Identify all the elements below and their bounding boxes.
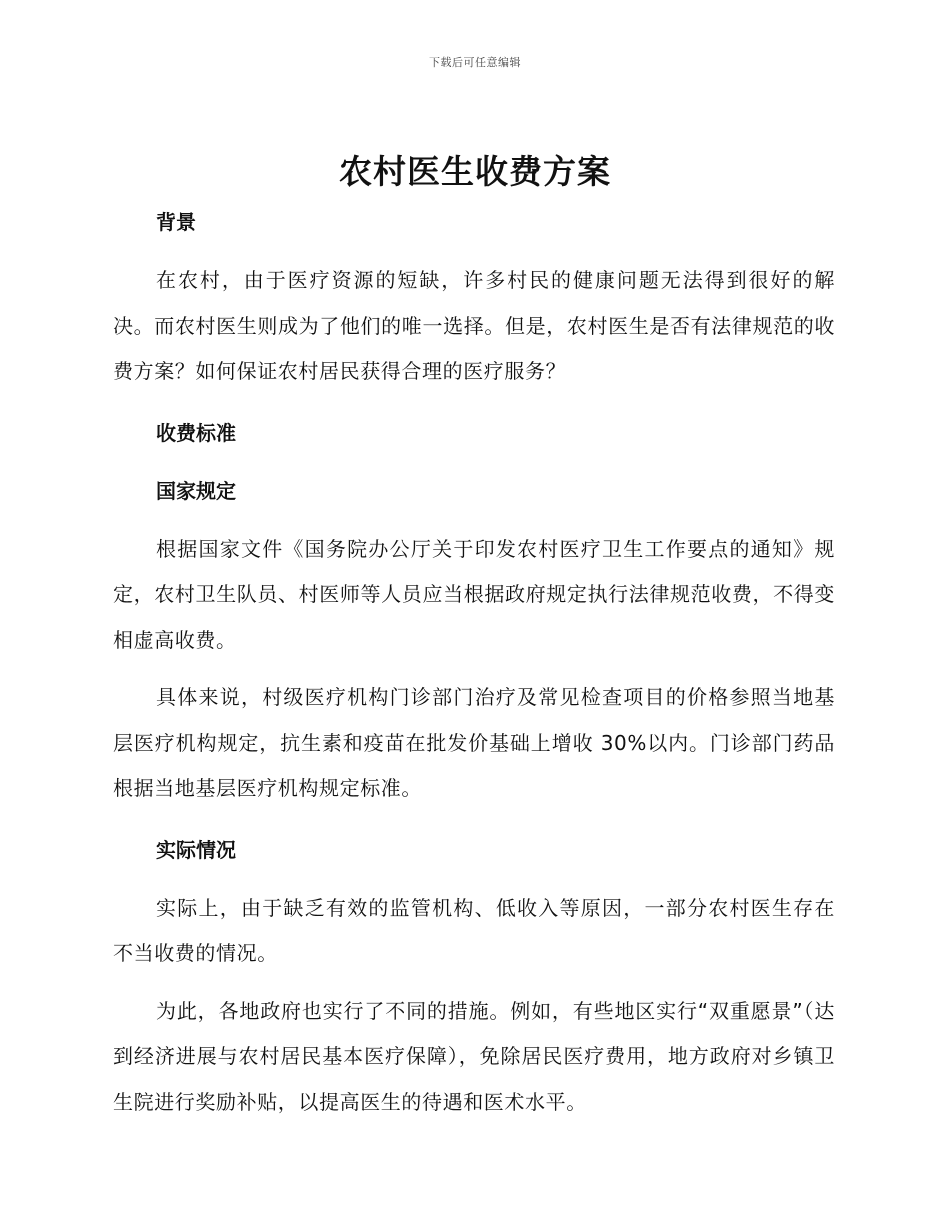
document-body (113, 204, 835, 1125)
document-title: 农村医生收费方案 (339, 152, 611, 191)
section-heading-fee-standard: 收费标准 (156, 420, 236, 445)
paragraph-national-rules-2: 具体来说，村级医疗机构门诊部门治疗及常见检查项目的价格参照当地基层医疗机构规定，抗生素和疫苗在批发价基础上增收 30%以内。门诊部门药品根据当地基层医疗机构规定标准。 (113, 685, 835, 800)
page-header: 下载后可任意编辑 (429, 56, 521, 69)
paragraph-background: 在农村，由于医疗资源的短缺，许多村民的健康问题无法得到很好的解决。而农村医生则成为了他们的唯一选择。但是，农村医生是否有法律规范的收费方案？如何保证农村居民获得合理的医疗服务？ (113, 268, 835, 383)
section-heading-national-rules: 国家规定 (156, 478, 236, 503)
section-heading-actual-situation: 实际情况 (156, 837, 236, 862)
paragraph-actual-situation-1: 实际上，由于缺乏有效的监管机构、低收入等原因，一部分农村医生存在不当收费的情况。 (113, 895, 835, 965)
paragraph-actual-situation-2: 为此，各地政府也实行了不同的措施。例如，有些地区实行“双重愿景”（达到经济进展与农村居民基本医疗保障），免除居民医疗费用，地方政府对乡镇卫生院进行奖励补贴，以提高医生的待遇和医术水平。 (113, 998, 835, 1114)
section-heading-background: 背景 (156, 210, 196, 234)
paragraph-national-rules-1: 根据国家文件《国务院办公厅关于印发农村医疗卫生工作要点的通知》规定，农村卫生队员、村医师等人员应当根据政府规定执行法律规范收费，不得变相虚高收费。 (113, 536, 835, 652)
